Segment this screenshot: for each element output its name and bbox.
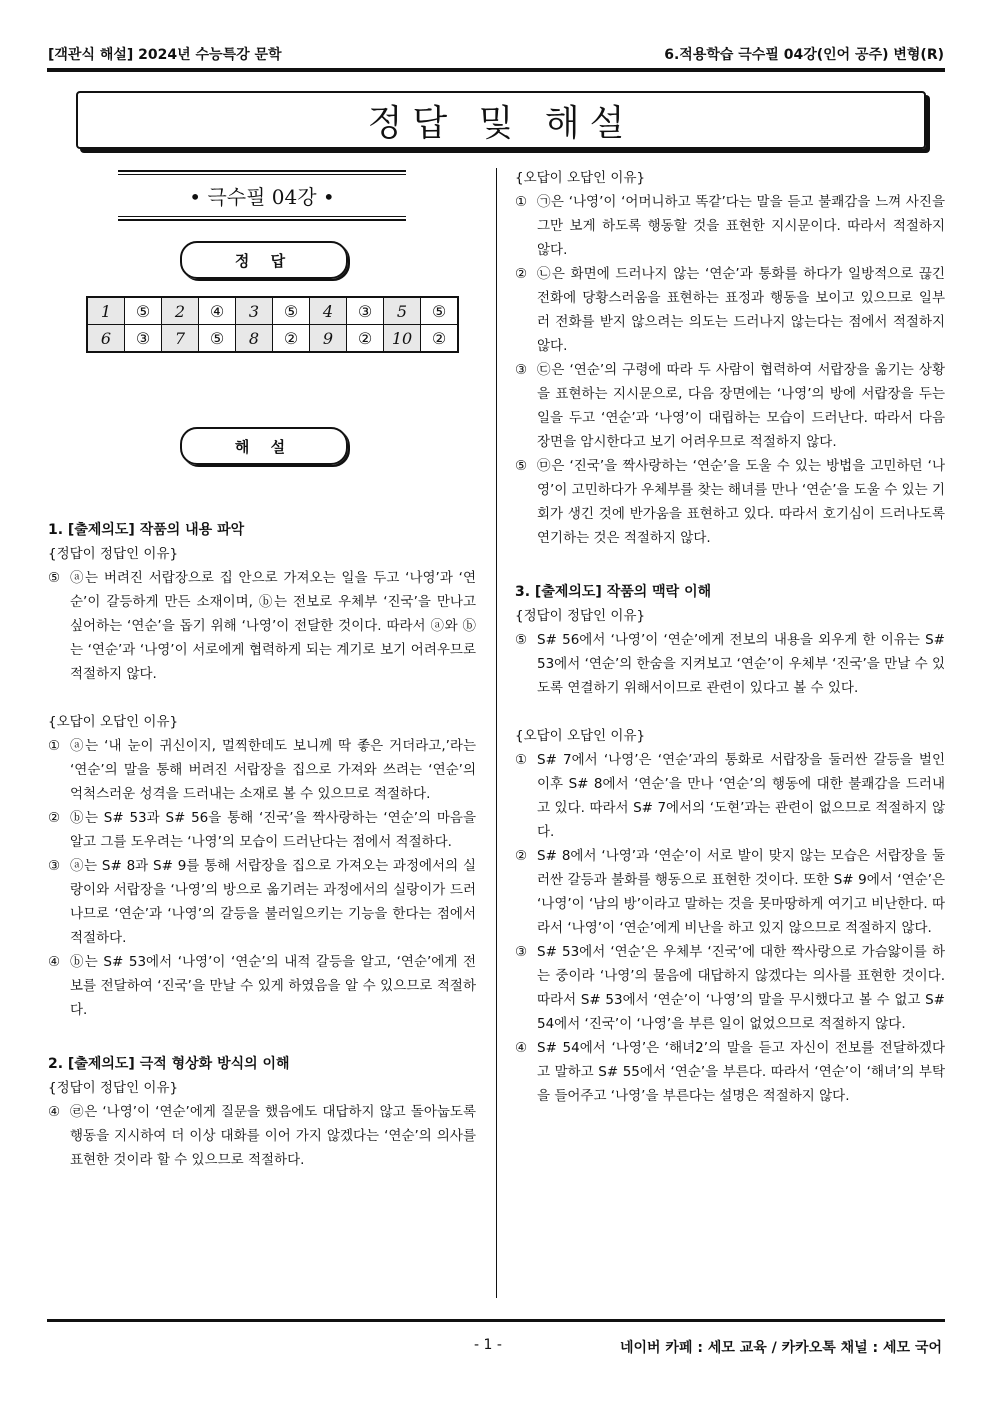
header-rule — [47, 68, 945, 72]
q3-wrong-item — [515, 940, 945, 1036]
answer-value: ④ — [199, 297, 236, 325]
q1-heading: 1. [출제의도] 작품의 내용 파악 — [48, 522, 245, 538]
item-text: ㉢은 ‘연순’의 구령에 따라 두 사람이 협력하여 서랍장을 옮기는 상황을 표현하는 지시문으로, 다음 장면에는 ‘나영’의 방에 서랍장을 두는 일을 두고 ‘연순’과 ‘나영’이 대립하는 모습이 드러난다. 따라서 다음 장면을 암시한다고 보기 어려우므로 적절하지 않다. — [537, 362, 945, 450]
q1-wrong-item — [48, 806, 476, 854]
q3-wrong-heading: {오답이 오답인 이유} — [515, 728, 646, 744]
item-text: S# 7에서 ‘나영’은 ‘연순’과의 통화로 서랍장을 둘러싼 갈등을 벌인 이후 S# 8에서 ‘연순’을 만나 ‘연순’의 행동에 대한 불쾌감을 드러내고 있다. 따라서 S# 7에서의 ‘도현’과는 관련이 없으므로 적절하지 않다. — [537, 752, 945, 840]
q3-correct-item — [515, 628, 945, 700]
item-mark: ① — [515, 194, 528, 210]
column-divider — [496, 168, 497, 1298]
q3-heading: 3. [출제의도] 작품의 맥락 이해 — [515, 584, 712, 600]
item-mark: ⑤ — [48, 570, 61, 586]
item-text: ⓑ는 S# 53과 S# 56을 통해 ‘진국’을 짝사랑하는 ‘연순’의 마음을 알고 그를 도우려는 ‘나영’의 모습이 드러난다는 점에서 적절하다. — [70, 810, 476, 850]
item-mark: ③ — [515, 362, 528, 378]
answer-number: 3 — [236, 297, 273, 325]
right-column — [515, 166, 945, 1108]
item-text: ⓐ는 버려진 서랍장으로 집 안으로 가져오는 일을 두고 ‘나영’과 ‘연순’이 갈등하게 만든 소재이며, ⓑ는 전보로 우체부 ‘진국’을 만나고 싶어하는 ‘연순’을 돕기 위해 ‘나영’이 전달한 것이다. 따라서 ⓐ와 ⓑ는 ‘연순’과 ‘나영’이 서로에게 협력하게 되는 계기로 보기 어려우므로 적절하지 않다. — [70, 570, 476, 682]
answer-number: 6 — [87, 325, 125, 353]
q1-wrong-heading: {오답이 오답인 이유} — [48, 714, 179, 730]
header-right: 6.적용학습 극수필 04강(인어 공주) 변형(R) — [664, 47, 944, 63]
item-mark: ④ — [515, 1040, 528, 1056]
answer-row — [87, 297, 458, 325]
title-box — [76, 91, 926, 149]
item-mark: ② — [48, 810, 61, 826]
answer-value: ⑤ — [273, 297, 310, 325]
answer-value: ② — [347, 325, 384, 353]
answer-number: 8 — [236, 325, 273, 353]
header-left: [객관식 해설] 2024년 수능특강 문학 — [48, 47, 282, 63]
answer-number: 1 — [87, 297, 125, 325]
answer-value: ⑤ — [199, 325, 236, 353]
q2-wrong-item — [515, 358, 945, 454]
q1-correct-heading: {정답이 정답인 이유} — [48, 546, 179, 562]
answer-value: ⑤ — [125, 297, 162, 325]
q1-wrong-item — [48, 950, 476, 1022]
q2-wrong-item — [515, 190, 945, 262]
item-text: S# 56에서 ‘나영’이 ‘연순’에게 전보의 내용을 외우게 한 이유는 S# 53에서 ‘연순’의 한숨을 지켜보고 ‘연순’이 우체부 ‘진국’을 만날 수 있도록 연결하기 위해서이므로 관련이 있다고 볼 수 있다. — [537, 632, 945, 696]
q2-heading: 2. [출제의도] 극적 형상화 방식의 이해 — [48, 1056, 290, 1072]
item-text: ㉠은 ‘나영’이 ‘어머니하고 똑같’다는 말을 듣고 불쾌감을 느껴 사진을 그만 보게 하도록 행동할 것을 표현한 지시문이다. 따라서 적절하지 않다. — [537, 194, 945, 258]
item-mark: ① — [515, 752, 528, 768]
q3-wrong-item — [515, 844, 945, 940]
item-text: ⓐ는 S# 8과 S# 9를 통해 서랍장을 집으로 가져오는 과정에서의 실랑이와 서랍장을 ‘나영’의 방으로 옮기려는 과정에서의 실랑이가 드러나므로 ‘연순’과 ‘나영’의 갈등을 불러일으키는 기능을 한다는 점에서 적절하다. — [70, 858, 476, 946]
item-text: S# 8에서 ‘나영’과 ‘연순’이 서로 발이 맞지 않는 모습은 서랍장을 둘러싼 갈등과 불화를 행동으로 표현한 것이다. 또한 S# 9에서 ‘연순’은 ‘나영’이 ‘남의 방’이라고 말하는 것을 못마땅하게 여기고 비난한다. 따라서 ‘나영’이 ‘연순’에게 비난을 하고 있지 않으므로 적절하지 않다. — [537, 848, 945, 936]
q1-wrong-item — [48, 854, 476, 950]
footer-rule — [47, 1319, 945, 1322]
item-mark: ③ — [48, 858, 61, 874]
footer-right: 네이버 카페 : 세모 교육 / 카카오톡 채널 : 세모 국어 — [619, 1340, 942, 1356]
item-mark: ⑤ — [515, 458, 528, 474]
q2-wrong-item — [515, 454, 945, 550]
q2-correct-heading: {정답이 정답인 이유} — [48, 1080, 179, 1096]
item-mark: ③ — [515, 944, 528, 960]
item-mark: ② — [515, 848, 528, 864]
answer-number: 9 — [310, 325, 347, 353]
answer-value: ⑤ — [421, 297, 459, 325]
q1-wrong-item — [48, 734, 476, 806]
item-text: ㉤은 ‘진국’을 짝사랑하는 ‘연순’을 도울 수 있는 방법을 고민하던 ‘나영’이 고민하다가 우체부를 찾는 해녀를 만나 ‘연순’을 도울 수 있는 기회가 생긴 것에 반가움을 표현하고 있다. 따라서 호기심이 드러나도록 연기하는 것은 적절하지 않다. — [537, 458, 945, 546]
item-mark: ④ — [48, 1104, 61, 1120]
item-text: ㉣은 ‘나영’이 ‘연순’에게 질문을 했음에도 대답하지 않고 돌아눕도록 행동을 지시하여 더 이상 대화를 이어 가지 않겠다는 ‘연순’의 의사를 표현한 것이라 할 수 있으므로 적절하다. — [70, 1104, 476, 1168]
explain-label: 해 설 — [180, 427, 348, 465]
answer-value: ② — [273, 325, 310, 353]
item-mark: ⑤ — [515, 632, 528, 648]
q2-wrong-item — [515, 262, 945, 358]
left-column — [48, 518, 476, 1172]
answer-number: 7 — [162, 325, 199, 353]
item-mark: ① — [48, 738, 61, 754]
answer-value: ② — [421, 325, 459, 353]
answer-row — [87, 325, 458, 353]
answer-value: ③ — [125, 325, 162, 353]
q3-wrong-item — [515, 748, 945, 844]
section-title-rule-bottom — [118, 216, 406, 221]
answer-number: 4 — [310, 297, 347, 325]
q1-correct-item — [48, 566, 476, 686]
answer-value: ③ — [347, 297, 384, 325]
page-title: 정답 및 해설 — [367, 102, 635, 144]
item-text: ⓑ는 S# 53에서 ‘나영’이 ‘연순’의 내적 갈등을 알고, ‘연순’에게 전보를 전달하여 ‘진국’을 만날 수 있게 하였음을 알 수 있으므로 적절하다. — [70, 954, 476, 1018]
answer-number: 5 — [384, 297, 421, 325]
answer-number: 10 — [384, 325, 421, 353]
item-text: S# 53에서 ‘연순’은 우체부 ‘진국’에 대한 짝사랑으로 가슴앓이를 하는 중이라 ‘나영’의 물음에 대답하지 않겠다는 의사를 표현한 것이다. 따라서 S# 53에서 ‘연순’이 ‘나영’의 말을 무시했다고 볼 수 없고 S# 54에서 ‘진국’이 ‘나영’을 부른 일이 없었으므로 적절하지 않다. — [537, 944, 945, 1032]
item-mark: ④ — [48, 954, 61, 970]
answers-label: 정 답 — [180, 241, 348, 279]
q2-correct-item — [48, 1100, 476, 1172]
section-title-block — [118, 170, 406, 221]
answer-number: 2 — [162, 297, 199, 325]
item-mark: ② — [515, 266, 528, 282]
answer-table — [86, 296, 459, 353]
q2-wrong-heading: {오답이 오답인 이유} — [515, 170, 646, 186]
page-number: - 1 - — [474, 1337, 502, 1353]
item-text: S# 54에서 ‘나영’은 ‘해녀2’의 말을 듣고 자신이 전보를 전달하겠다고 말하고 S# 55에서 ‘연순’을 부른다. 따라서 ‘연순’이 ‘해녀’의 부탁을 들어주고 ‘나영’을 부른다는 설명은 적절하지 않다. — [537, 1040, 945, 1104]
q3-wrong-item — [515, 1036, 945, 1108]
item-text: ㉡은 화면에 드러나지 않는 ‘연순’과 통화를 하다가 일방적으로 끊긴 전화에 당황스러움을 표현하는 표정과 행동을 보이고 있으므로 일부러 전화를 받지 않으려는 의도는 드러나지 않는다는 점에서 적절하지 않다. — [537, 266, 945, 354]
section-title: • 극수필 04강 • — [189, 185, 335, 209]
item-text: ⓐ는 ‘내 눈이 귀신이지, 멀찍한데도 보니께 딱 좋은 거더라고,’라는 ‘연순’의 말을 통해 버려진 서랍장을 집으로 가져와 쓰려는 ‘연순’의 억척스러운 성격을 드러내는 소재로 볼 수 있으므로 적절하다. — [70, 738, 476, 802]
q3-correct-heading: {정답이 정답인 이유} — [515, 608, 646, 624]
